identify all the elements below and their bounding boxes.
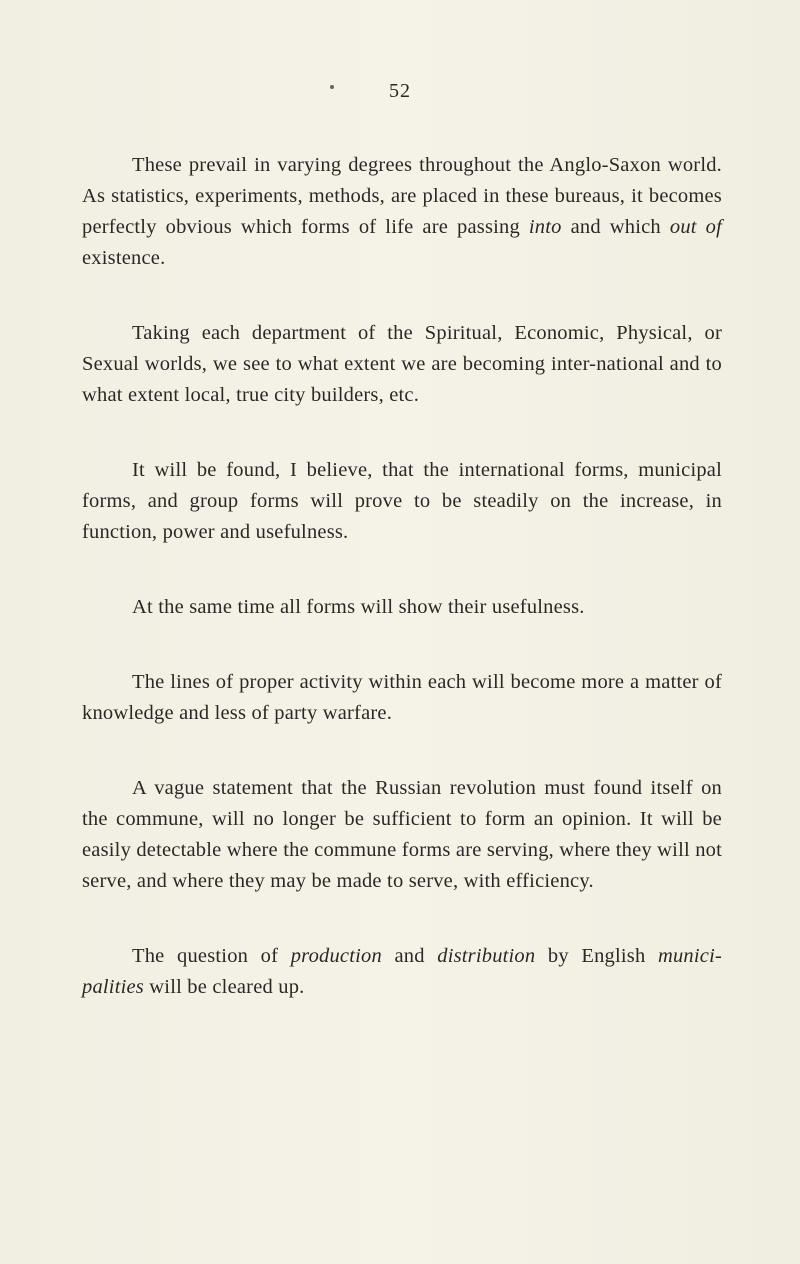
paragraph-7-italic-distribution: distribution: [437, 945, 536, 967]
paragraph-3: It will be found, I believe, that the international forms, municipal forms, and group forms will prove to be steadily on the increase, in function, power and usefulness.: [82, 459, 722, 543]
paragraph-1-italic-into: into: [528, 216, 562, 238]
page-text: [82, 150, 722, 1047]
paragraph-2: Taking each department of the Spiritual, Economic, Physical, or Sexual worlds, we see to what extent we are becoming inter-national and to what extent local, true city builders, etc.: [82, 322, 722, 406]
paragraph-7: [82, 941, 722, 1003]
paragraph-7-start: The question of: [132, 945, 291, 967]
paragraph-1: [82, 150, 722, 274]
paragraph-6: A vague statement that the Russian revolution must found itself on the commune, will no longer be sufficient to form an opinion. It will be easily detectable where the commune forms are serving, where they will not serve, and where they may be made to serve, with efficiency.: [82, 777, 722, 892]
paragraph-5: The lines of proper activity within each will become more a matter of knowledge and less of party warfare.: [82, 671, 722, 724]
paragraph-4: At the same time all forms will show their usefulness.: [132, 596, 585, 618]
paragraph-7-mid: and: [381, 945, 438, 967]
paragraph-7-mid2: by English: [535, 945, 658, 967]
page-number: 52: [389, 80, 411, 102]
paragraph-1-italic-out-of: out of: [669, 216, 723, 238]
paragraph-1-mid: and which: [561, 216, 670, 238]
paragraph-7-italic-municipalities: munici-palities: [82, 945, 722, 998]
paragraph-1-text: These prevail in varying degrees throughout the Anglo-Saxon world. As statistics, experiments, methods, are placed in these bureaus, it becomes perfectly obvious which forms of life are passing: [82, 154, 722, 238]
paragraph-7-italic-production: production: [290, 945, 382, 967]
paragraph-7-end: will be cleared up.: [143, 976, 305, 998]
paragraph-1-end: existence.: [82, 247, 166, 269]
